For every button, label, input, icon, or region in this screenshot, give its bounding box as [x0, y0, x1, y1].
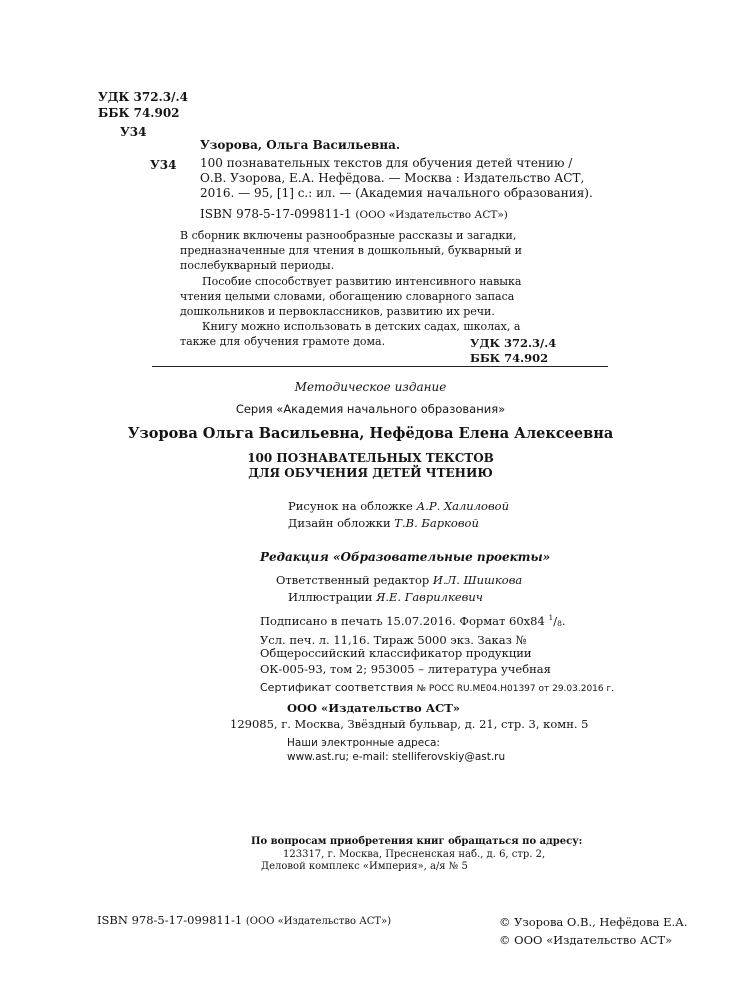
- copyright-line: © ООО «Издательство АСТ»: [499, 933, 673, 947]
- bibliography-line: 2016. — 95, [1] с.: ил. — (Академия начального образования).: [200, 186, 593, 200]
- title-line: 100 ПОЗНАВАТЕЛЬНЫХ ТЕКСТОВ: [247, 451, 494, 465]
- certificate-label: Сертификат соответствия: [260, 681, 414, 694]
- bbk-code: ББК 74.902: [98, 106, 180, 120]
- annotation: [180, 228, 552, 350]
- purchase-address: Деловой комплекс «Империя», а/я № 5: [261, 861, 468, 872]
- divider: [152, 366, 608, 367]
- publication-type: Методическое издание: [294, 380, 447, 394]
- certificate: [260, 681, 614, 694]
- annotation-paragraph: В сборник включены разнообразные рассказы и загадки, предназначенные для чтения в дошкольный, букварный и послебукварный периоды.: [180, 229, 523, 273]
- cover-design-name: Т.В. Барковой: [394, 516, 479, 530]
- footer-isbn: [97, 913, 391, 927]
- bbk-code: ББК 74.902: [470, 350, 549, 365]
- bibliography-line: 100 познавательных текстов для обучения детей чтению /: [200, 156, 573, 170]
- purchase-heading: По вопросам приобретения книг обращаться по адресу:: [251, 836, 583, 847]
- emails-value: www.ast.ru; e-mail: stelliferovskiy@ast.ru: [287, 751, 506, 763]
- bibliography-line: О.В. Узорова, Е.А. Нефёдова. — Москва : Издательство АСТ,: [200, 171, 585, 185]
- bibliography-description: [200, 156, 593, 201]
- cover-design-label: Дизайн обложки: [288, 516, 391, 530]
- signed-text: Подписано в печать 15.07.2016. Формат 60х84: [260, 614, 545, 628]
- copyright: [499, 913, 687, 949]
- purchase-address: 123317, г. Москва, Пресненская наб., д. 6, стр. 2,: [283, 848, 546, 860]
- isbn-number: ISBN 978-5-17-099811-1: [97, 913, 243, 927]
- annotation-paragraph: Книгу можно использовать в детских садах, школах, а также для обучения грамоте дома.: [180, 320, 521, 349]
- classification-codes: [98, 89, 188, 140]
- certificate-number: № РОСС RU.МЕ04.Н01397 от 29.03.2016 г.: [416, 684, 615, 694]
- product-classifier: [260, 645, 551, 677]
- cover-art-credit: [288, 498, 509, 515]
- authors: Узорова Ольга Васильевна, Нефёдова Елена Алексеевна: [127, 425, 614, 442]
- print-run-line: Усл. печ. л. 11,16. Тираж 5000 экз. Заказ №: [260, 633, 527, 647]
- edition-office: Редакция «Образовательные проекты»: [260, 550, 551, 564]
- title-line: ДЛЯ ОБУЧЕНИЯ ДЕТЕЙ ЧТЕНИЮ: [248, 466, 493, 480]
- cover-credits: [288, 498, 509, 532]
- cover-art-label: Рисунок на обложке: [288, 499, 413, 513]
- cover-art-name: А.Р. Халиловой: [416, 499, 509, 513]
- isbn-number: ISBN 978-5-17-099811-1: [200, 207, 352, 221]
- bibliography-author-code: У34: [150, 158, 177, 172]
- illustrations-label: Иллюстрации: [288, 589, 373, 604]
- bibliography-author: Узорова, Ольга Васильевна.: [200, 138, 401, 152]
- classification-codes-right: [470, 336, 556, 365]
- bibliography-isbn: [200, 207, 508, 221]
- classifier-line: Общероссийский классификатор продукции: [260, 646, 532, 660]
- udk-code: УДК 372.3/.4: [98, 90, 188, 104]
- isbn-publisher: (ООО «Издательство АСТ»): [355, 209, 508, 221]
- emails-label: Наши электронные адреса:: [287, 737, 440, 749]
- format-numerator: 1: [548, 613, 554, 622]
- illustrations-name: Я.Е. Гаврилкевич: [376, 589, 483, 604]
- publisher-address: 129085, г. Москва, Звёздный бульвар, д. 21, стр. 3, комн. 5: [230, 717, 589, 731]
- editor-credit: [276, 572, 522, 589]
- udk-code: УДК 372.3/.4: [470, 336, 557, 350]
- annotation-paragraph: Пособие способствует развитию интенсивного навыка чтения целыми словами, обогащению словарного запаса дошкольников и первоклассников, развитию их речи.: [180, 274, 522, 319]
- signed-line: Подписано в печать 15.07.2016. Формат 60х84 $^1/_8$.: [260, 613, 566, 628]
- book-title: [0, 451, 741, 481]
- contact-emails: [287, 736, 505, 764]
- editor-label: Ответственный редактор: [276, 573, 430, 587]
- isbn-publisher: (ООО «Издательство АСТ»): [245, 916, 392, 927]
- cover-design-credit: [288, 515, 509, 532]
- editor-name: И.Л. Шишкова: [432, 573, 523, 587]
- editors: [276, 572, 522, 605]
- classifier-line: ОК-005-93, том 2; 953005 – литература учебная: [260, 662, 551, 676]
- publisher-name: ООО «Издательство АСТ»: [287, 701, 460, 715]
- copyright-line: © Узорова О.В., Нефёдова Е.А.: [499, 915, 688, 929]
- purchase-info: [251, 836, 582, 874]
- series-name: Серия «Академия начального образования»: [235, 402, 506, 416]
- illustrations-credit: [276, 589, 522, 606]
- print-info: [260, 610, 566, 648]
- author-code: У34: [120, 125, 147, 139]
- format-denominator: 8: [557, 619, 562, 628]
